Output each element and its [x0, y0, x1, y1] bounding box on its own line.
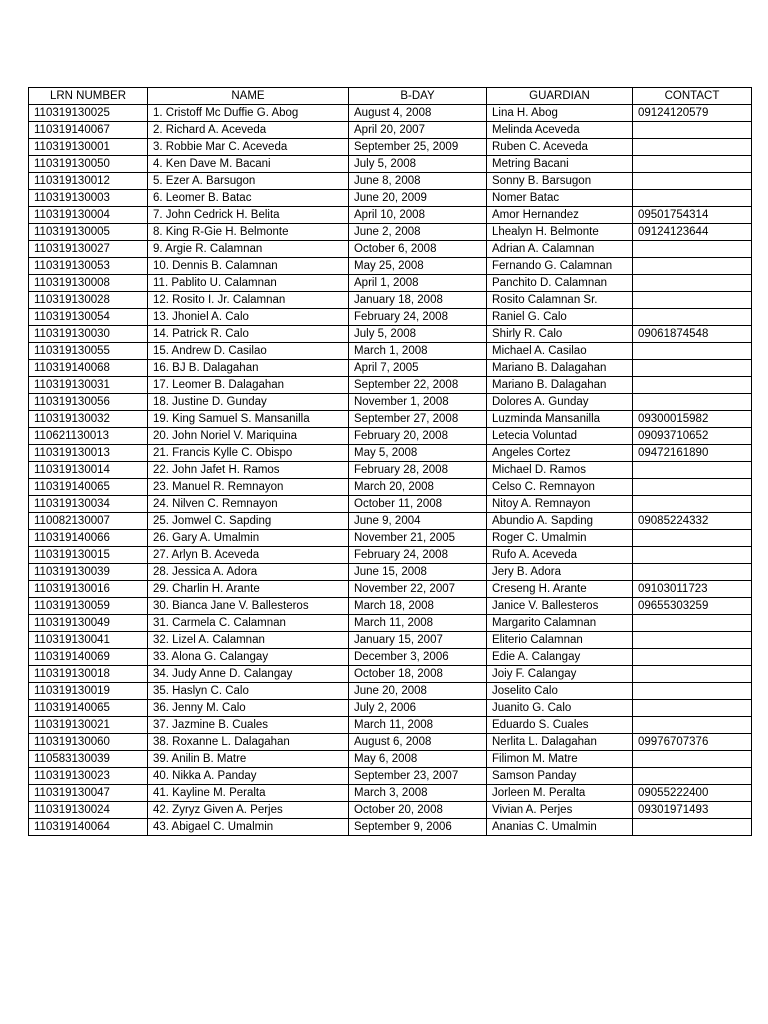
cell-lrn: 110319130032: [29, 411, 148, 428]
cell-lrn: 110319130019: [29, 683, 148, 700]
cell-contact: [633, 309, 752, 326]
cell-name: 19. King Samuel S. Mansanilla: [148, 411, 349, 428]
cell-contact: [633, 394, 752, 411]
cell-contact: 09472161890: [633, 445, 752, 462]
cell-bday: April 10, 2008: [349, 207, 487, 224]
cell-contact: 09976707376: [633, 734, 752, 751]
cell-name: 27. Arlyn B. Aceveda: [148, 547, 349, 564]
cell-contact: 09124120579: [633, 105, 752, 122]
cell-bday: June 20, 2008: [349, 683, 487, 700]
table-row: [29, 394, 752, 411]
cell-bday: March 1, 2008: [349, 343, 487, 360]
table-row: [29, 326, 752, 343]
table-row: [29, 513, 752, 530]
cell-bday: October 20, 2008: [349, 802, 487, 819]
cell-guardian: Michael A. Casilao: [487, 343, 633, 360]
cell-guardian: Shirly R. Calo: [487, 326, 633, 343]
cell-lrn: 110319130030: [29, 326, 148, 343]
cell-contact: [633, 819, 752, 836]
cell-bday: November 22, 2007: [349, 581, 487, 598]
cell-contact: 09301971493: [633, 802, 752, 819]
cell-lrn: 110319130004: [29, 207, 148, 224]
cell-guardian: Edie A. Calangay: [487, 649, 633, 666]
cell-contact: [633, 666, 752, 683]
cell-contact: [633, 122, 752, 139]
cell-name: 20. John Noriel V. Mariquina: [148, 428, 349, 445]
table-row: [29, 479, 752, 496]
cell-lrn: 110319130041: [29, 632, 148, 649]
cell-lrn: 110319130013: [29, 445, 148, 462]
cell-contact: [633, 479, 752, 496]
cell-guardian: Janice V. Ballesteros: [487, 598, 633, 615]
table-row: [29, 819, 752, 836]
cell-lrn: 110319130016: [29, 581, 148, 598]
cell-bday: March 11, 2008: [349, 717, 487, 734]
cell-guardian: Metring Bacani: [487, 156, 633, 173]
cell-name: 4. Ken Dave M. Bacani: [148, 156, 349, 173]
cell-name: 25. Jomwel C. Sapding: [148, 513, 349, 530]
cell-bday: June 15, 2008: [349, 564, 487, 581]
cell-contact: 09300015982: [633, 411, 752, 428]
cell-name: 2. Richard A. Aceveda: [148, 122, 349, 139]
cell-guardian: Celso C. Remnayon: [487, 479, 633, 496]
cell-contact: [633, 700, 752, 717]
table-row: [29, 496, 752, 513]
cell-bday: February 24, 2008: [349, 547, 487, 564]
table-row: [29, 785, 752, 802]
cell-lrn: 110319130031: [29, 377, 148, 394]
cell-lrn: 110319140069: [29, 649, 148, 666]
table-row: [29, 224, 752, 241]
table-row: [29, 377, 752, 394]
cell-name: 13. Jhoniel A. Calo: [148, 309, 349, 326]
cell-lrn: 110319140066: [29, 530, 148, 547]
cell-lrn: 110319130055: [29, 343, 148, 360]
cell-guardian: Nomer Batac: [487, 190, 633, 207]
cell-name: 34. Judy Anne D. Calangay: [148, 666, 349, 683]
table-row: [29, 343, 752, 360]
cell-bday: November 21, 2005: [349, 530, 487, 547]
cell-name: 23. Manuel R. Remnayon: [148, 479, 349, 496]
table-row: [29, 445, 752, 462]
cell-contact: [633, 377, 752, 394]
cell-lrn: 110583130039: [29, 751, 148, 768]
cell-guardian: Filimon M. Matre: [487, 751, 633, 768]
cell-lrn: 110319130014: [29, 462, 148, 479]
table-row: [29, 581, 752, 598]
cell-contact: [633, 190, 752, 207]
cell-name: 21. Francis Kylle C. Obispo: [148, 445, 349, 462]
cell-name: 35. Haslyn C. Calo: [148, 683, 349, 700]
cell-guardian: Nerlita L. Dalagahan: [487, 734, 633, 751]
cell-guardian: Joiy F. Calangay: [487, 666, 633, 683]
cell-contact: [633, 496, 752, 513]
table-row: [29, 122, 752, 139]
cell-guardian: Juanito G. Calo: [487, 700, 633, 717]
cell-bday: January 15, 2007: [349, 632, 487, 649]
cell-name: 6. Leomer B. Batac: [148, 190, 349, 207]
cell-contact: [633, 649, 752, 666]
cell-guardian: Mariano B. Dalagahan: [487, 360, 633, 377]
cell-guardian: Joselito Calo: [487, 683, 633, 700]
cell-bday: June 9, 2004: [349, 513, 487, 530]
cell-guardian: Rosito Calamnan Sr.: [487, 292, 633, 309]
cell-guardian: Dolores A. Gunday: [487, 394, 633, 411]
cell-bday: April 1, 2008: [349, 275, 487, 292]
cell-guardian: Jorleen M. Peralta: [487, 785, 633, 802]
cell-bday: March 3, 2008: [349, 785, 487, 802]
cell-lrn: 110319140064: [29, 819, 148, 836]
table-body: [29, 105, 752, 836]
table-row: [29, 547, 752, 564]
cell-name: 40. Nikka A. Panday: [148, 768, 349, 785]
cell-bday: December 3, 2006: [349, 649, 487, 666]
cell-lrn: 110319130039: [29, 564, 148, 581]
table-row: [29, 428, 752, 445]
cell-name: 17. Leomer B. Dalagahan: [148, 377, 349, 394]
table-row: [29, 632, 752, 649]
cell-bday: March 11, 2008: [349, 615, 487, 632]
cell-guardian: Luzminda Mansanilla: [487, 411, 633, 428]
table-row: [29, 768, 752, 785]
cell-bday: June 8, 2008: [349, 173, 487, 190]
cell-name: 22. John Jafet H. Ramos: [148, 462, 349, 479]
table-row: [29, 411, 752, 428]
cell-lrn: 110319130001: [29, 139, 148, 156]
cell-name: 1. Cristoff Mc Duffie G. Abog: [148, 105, 349, 122]
cell-bday: April 20, 2007: [349, 122, 487, 139]
header-name: NAME: [148, 88, 349, 105]
cell-guardian: Fernando G. Calamnan: [487, 258, 633, 275]
table-row: [29, 275, 752, 292]
cell-name: 28. Jessica A. Adora: [148, 564, 349, 581]
cell-bday: July 2, 2006: [349, 700, 487, 717]
cell-contact: 09501754314: [633, 207, 752, 224]
cell-name: 29. Charlin H. Arante: [148, 581, 349, 598]
cell-name: 32. Lizel A. Calamnan: [148, 632, 349, 649]
header-bday: B-DAY: [349, 88, 487, 105]
cell-bday: September 27, 2008: [349, 411, 487, 428]
cell-lrn: 110319140067: [29, 122, 148, 139]
cell-lrn: 110319130012: [29, 173, 148, 190]
cell-name: 38. Roxanne L. Dalagahan: [148, 734, 349, 751]
cell-guardian: Abundio A. Sapding: [487, 513, 633, 530]
cell-contact: 09103011723: [633, 581, 752, 598]
cell-bday: January 18, 2008: [349, 292, 487, 309]
table-row: [29, 173, 752, 190]
cell-guardian: Rufo A. Aceveda: [487, 547, 633, 564]
cell-contact: [633, 462, 752, 479]
cell-name: 31. Carmela C. Calamnan: [148, 615, 349, 632]
cell-guardian: Lina H. Abog: [487, 105, 633, 122]
cell-guardian: Sonny B. Barsugon: [487, 173, 633, 190]
cell-bday: October 11, 2008: [349, 496, 487, 513]
table-row: [29, 241, 752, 258]
table-row: [29, 615, 752, 632]
cell-contact: [633, 343, 752, 360]
cell-bday: June 20, 2009: [349, 190, 487, 207]
cell-bday: October 6, 2008: [349, 241, 487, 258]
cell-bday: July 5, 2008: [349, 326, 487, 343]
cell-guardian: Creseng H. Arante: [487, 581, 633, 598]
cell-contact: 09124123644: [633, 224, 752, 241]
cell-lrn: 110319130008: [29, 275, 148, 292]
cell-guardian: Michael D. Ramos: [487, 462, 633, 479]
cell-bday: September 23, 2007: [349, 768, 487, 785]
cell-lrn: 110319130034: [29, 496, 148, 513]
cell-lrn: 110319130027: [29, 241, 148, 258]
cell-lrn: 110319130021: [29, 717, 148, 734]
cell-guardian: Ananias C. Umalmin: [487, 819, 633, 836]
cell-bday: October 18, 2008: [349, 666, 487, 683]
cell-guardian: Margarito Calamnan: [487, 615, 633, 632]
cell-name: 3. Robbie Mar C. Aceveda: [148, 139, 349, 156]
cell-bday: September 22, 2008: [349, 377, 487, 394]
cell-guardian: Samson Panday: [487, 768, 633, 785]
cell-name: 37. Jazmine B. Cuales: [148, 717, 349, 734]
table-row: [29, 700, 752, 717]
cell-name: 10. Dennis B. Calamnan: [148, 258, 349, 275]
cell-name: 8. King R-Gie H. Belmonte: [148, 224, 349, 241]
table-row: [29, 292, 752, 309]
table-row: [29, 360, 752, 377]
cell-name: 16. BJ B. Dalagahan: [148, 360, 349, 377]
cell-contact: 09655303259: [633, 598, 752, 615]
table-row: [29, 258, 752, 275]
cell-name: 5. Ezer A. Barsugon: [148, 173, 349, 190]
table-row: [29, 751, 752, 768]
cell-contact: [633, 156, 752, 173]
table-row: [29, 462, 752, 479]
header-lrn: LRN NUMBER: [29, 88, 148, 105]
cell-guardian: Letecia Voluntad: [487, 428, 633, 445]
cell-bday: April 7, 2005: [349, 360, 487, 377]
cell-contact: [633, 564, 752, 581]
cell-guardian: Amor Hernandez: [487, 207, 633, 224]
cell-bday: February 24, 2008: [349, 309, 487, 326]
cell-guardian: Lhealyn H. Belmonte: [487, 224, 633, 241]
cell-guardian: Ruben C. Aceveda: [487, 139, 633, 156]
cell-guardian: Vivian A. Perjes: [487, 802, 633, 819]
table-row: [29, 207, 752, 224]
cell-contact: [633, 632, 752, 649]
cell-lrn: 110319130060: [29, 734, 148, 751]
cell-lrn: 110319130047: [29, 785, 148, 802]
cell-bday: March 20, 2008: [349, 479, 487, 496]
cell-name: 42. Zyryz Given A. Perjes: [148, 802, 349, 819]
cell-contact: 09085224332: [633, 513, 752, 530]
cell-lrn: 110319130023: [29, 768, 148, 785]
table-row: [29, 802, 752, 819]
cell-contact: 09061874548: [633, 326, 752, 343]
cell-name: 24. Nilven C. Remnayon: [148, 496, 349, 513]
cell-name: 14. Patrick R. Calo: [148, 326, 349, 343]
cell-guardian: Panchito D. Calamnan: [487, 275, 633, 292]
cell-bday: August 4, 2008: [349, 105, 487, 122]
cell-bday: September 9, 2006: [349, 819, 487, 836]
cell-guardian: Melinda Aceveda: [487, 122, 633, 139]
cell-name: 30. Bianca Jane V. Ballesteros: [148, 598, 349, 615]
cell-bday: March 18, 2008: [349, 598, 487, 615]
table-row: [29, 309, 752, 326]
cell-guardian: Raniel G. Calo: [487, 309, 633, 326]
cell-lrn: 110319130025: [29, 105, 148, 122]
cell-lrn: 110319130003: [29, 190, 148, 207]
table-row: [29, 156, 752, 173]
cell-guardian: Eliterio Calamnan: [487, 632, 633, 649]
cell-contact: [633, 139, 752, 156]
cell-contact: [633, 768, 752, 785]
cell-lrn: 110319130018: [29, 666, 148, 683]
cell-lrn: 110319130005: [29, 224, 148, 241]
table-row: [29, 683, 752, 700]
cell-name: 26. Gary A. Umalmin: [148, 530, 349, 547]
cell-contact: [633, 683, 752, 700]
cell-name: 41. Kayline M. Peralta: [148, 785, 349, 802]
student-roster: [28, 87, 752, 836]
cell-name: 18. Justine D. Gunday: [148, 394, 349, 411]
table-row: [29, 190, 752, 207]
table-row: [29, 530, 752, 547]
table-row: [29, 734, 752, 751]
cell-guardian: Angeles Cortez: [487, 445, 633, 462]
cell-contact: 09055222400: [633, 785, 752, 802]
cell-name: 36. Jenny M. Calo: [148, 700, 349, 717]
cell-contact: [633, 360, 752, 377]
table-row: [29, 717, 752, 734]
cell-name: 39. Anilin B. Matre: [148, 751, 349, 768]
cell-bday: February 20, 2008: [349, 428, 487, 445]
cell-bday: July 5, 2008: [349, 156, 487, 173]
table-row: [29, 598, 752, 615]
table-header: [29, 88, 752, 105]
cell-guardian: Roger C. Umalmin: [487, 530, 633, 547]
cell-lrn: 110319130059: [29, 598, 148, 615]
cell-guardian: Adrian A. Calamnan: [487, 241, 633, 258]
table-row: [29, 139, 752, 156]
cell-contact: [633, 258, 752, 275]
cell-contact: [633, 615, 752, 632]
cell-lrn: 110319130054: [29, 309, 148, 326]
cell-bday: May 25, 2008: [349, 258, 487, 275]
cell-name: 9. Argie R. Calamnan: [148, 241, 349, 258]
table-row: [29, 105, 752, 122]
cell-lrn: 110319140068: [29, 360, 148, 377]
table-row: [29, 666, 752, 683]
cell-name: 15. Andrew D. Casilao: [148, 343, 349, 360]
header-contact: CONTACT: [633, 88, 752, 105]
cell-bday: August 6, 2008: [349, 734, 487, 751]
cell-lrn: 110621130013: [29, 428, 148, 445]
cell-contact: [633, 275, 752, 292]
cell-name: 12. Rosito I. Jr. Calamnan: [148, 292, 349, 309]
cell-bday: June 2, 2008: [349, 224, 487, 241]
cell-lrn: 110319130024: [29, 802, 148, 819]
cell-guardian: Mariano B. Dalagahan: [487, 377, 633, 394]
header-row: [29, 88, 752, 105]
roster-table: [28, 87, 752, 836]
cell-bday: November 1, 2008: [349, 394, 487, 411]
cell-guardian: Nitoy A. Remnayon: [487, 496, 633, 513]
cell-guardian: Jery B. Adora: [487, 564, 633, 581]
cell-lrn: 110319130053: [29, 258, 148, 275]
table-row: [29, 564, 752, 581]
cell-name: 33. Alona G. Calangay: [148, 649, 349, 666]
cell-contact: [633, 292, 752, 309]
cell-contact: 09093710652: [633, 428, 752, 445]
cell-contact: [633, 173, 752, 190]
cell-contact: [633, 241, 752, 258]
cell-guardian: Eduardo S. Cuales: [487, 717, 633, 734]
cell-name: 11. Pablito U. Calamnan: [148, 275, 349, 292]
header-guardian: GUARDIAN: [487, 88, 633, 105]
cell-contact: [633, 717, 752, 734]
cell-lrn: 110082130007: [29, 513, 148, 530]
cell-lrn: 110319130015: [29, 547, 148, 564]
cell-lrn: 110319130028: [29, 292, 148, 309]
cell-contact: [633, 530, 752, 547]
cell-bday: September 25, 2009: [349, 139, 487, 156]
cell-contact: [633, 547, 752, 564]
cell-lrn: 110319140065: [29, 479, 148, 496]
cell-lrn: 110319140065: [29, 700, 148, 717]
cell-bday: May 5, 2008: [349, 445, 487, 462]
cell-bday: May 6, 2008: [349, 751, 487, 768]
table-row: [29, 649, 752, 666]
cell-name: 43. Abigael C. Umalmin: [148, 819, 349, 836]
cell-bday: February 28, 2008: [349, 462, 487, 479]
cell-lrn: 110319130056: [29, 394, 148, 411]
cell-name: 7. John Cedrick H. Belita: [148, 207, 349, 224]
cell-lrn: 110319130049: [29, 615, 148, 632]
cell-lrn: 110319130050: [29, 156, 148, 173]
cell-contact: [633, 751, 752, 768]
